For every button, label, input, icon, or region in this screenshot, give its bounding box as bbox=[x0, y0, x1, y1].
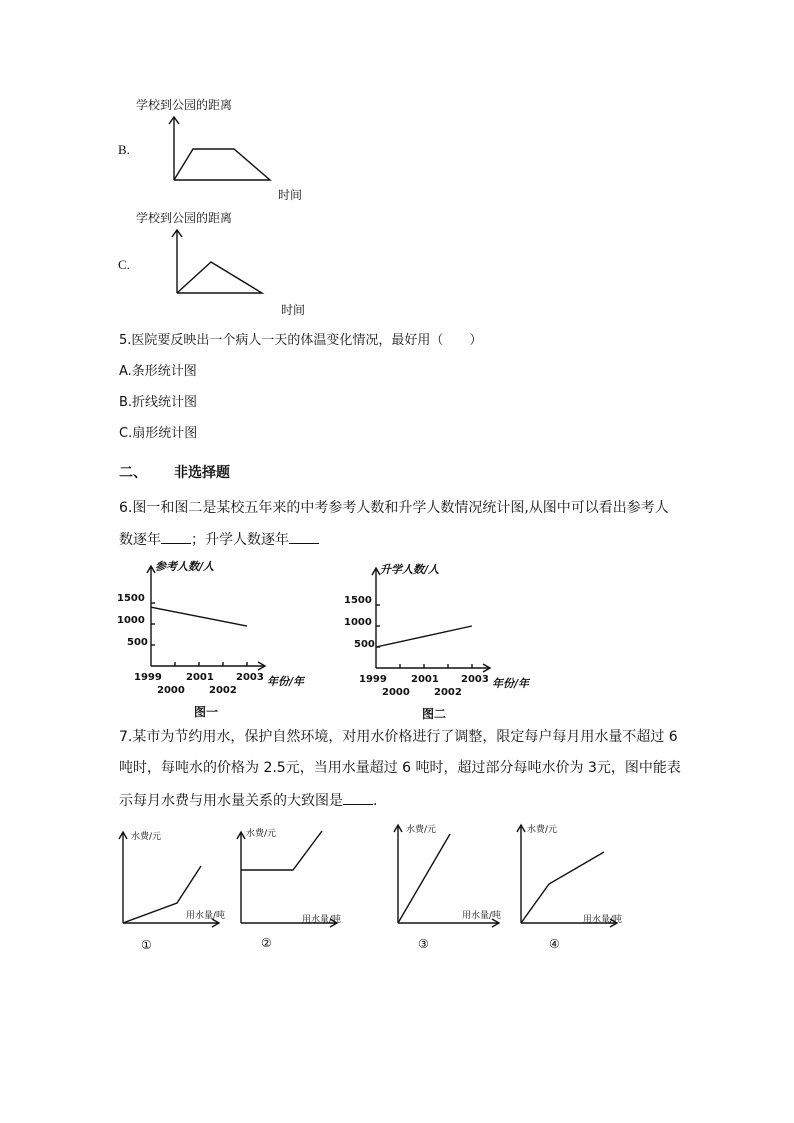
graph-c-x-label: 时间 bbox=[281, 303, 306, 317]
chart2-x-tick-2003: 2003 bbox=[461, 674, 489, 685]
q7-graph-1-x-label: 用水量/吨 bbox=[186, 911, 226, 921]
q7-graph-3-x-label: 用水量/吨 bbox=[462, 911, 502, 921]
q7-graph-4-x-label: 用水量/吨 bbox=[583, 915, 623, 925]
chart2-y-tick-1000: 1000 bbox=[344, 617, 372, 628]
chart1-x-tick-1999: 1999 bbox=[134, 672, 162, 683]
chart2-x-tick-2000: 2000 bbox=[382, 687, 410, 698]
section2-number: 二、 bbox=[119, 465, 147, 481]
chart2-x-tick-1999: 1999 bbox=[359, 674, 387, 685]
chart1-x-label: 年份/年 bbox=[267, 675, 305, 688]
q7-graph-2-marker: ② bbox=[261, 936, 272, 950]
chart1-x-tick-2002: 2002 bbox=[209, 685, 237, 696]
q7-graph-3-marker: ③ bbox=[418, 937, 429, 951]
option-b-letter: B. bbox=[118, 142, 130, 157]
q7-graph-2-x-label: 用水量/吨 bbox=[302, 915, 342, 925]
q7-graph-4-y-label: 水费/元 bbox=[527, 825, 558, 835]
chart2-caption: 图二 bbox=[422, 707, 447, 721]
q5-option-a: A.条形统计图 bbox=[119, 364, 197, 379]
graph-b-y-label: 学校到公园的距离 bbox=[136, 98, 233, 112]
q5-option-b: B.折线统计图 bbox=[119, 395, 198, 410]
option-c-letter: C. bbox=[118, 257, 130, 272]
q6-line2-a: 数逐年 bbox=[119, 532, 161, 548]
chart2-x-tick-2001: 2001 bbox=[411, 674, 439, 685]
q7-graph-2-y-label: 水费/元 bbox=[246, 829, 277, 839]
chart1-caption: 图一 bbox=[194, 705, 219, 719]
q7-graph-1-y-label: 水费/元 bbox=[131, 832, 162, 842]
q7-line3-a: 示每月水费与用水量关系的大致图是 bbox=[119, 793, 343, 809]
chart1-y-tick-1500: 1500 bbox=[117, 593, 145, 604]
chart2-title: 升学人数/人 bbox=[380, 563, 440, 576]
chart2-y-tick-1500: 1500 bbox=[344, 595, 372, 606]
q7-line3-b: . bbox=[373, 793, 378, 809]
q7-line1: 7.某市为节约用水，保护自然环境，对用水价格进行了调整，限定每户每月用水量不超过 6 bbox=[119, 729, 678, 745]
chart2-x-label: 年份/年 bbox=[492, 677, 530, 690]
graph-b-x-label: 时间 bbox=[278, 188, 303, 202]
chart1-y-tick-1000: 1000 bbox=[117, 615, 145, 626]
section2-title: 非选择题 bbox=[174, 465, 230, 481]
chart2-y-tick-500: 500 bbox=[354, 639, 375, 650]
chart1-x-tick-2001: 2001 bbox=[186, 672, 214, 683]
q6-line1: 6.图一和图二是某校五年来的中考参考人数和升学人数情况统计图,从图中可以看出参考人 bbox=[119, 500, 669, 516]
q6-line2-b: ；升学人数逐年 bbox=[191, 532, 289, 548]
chart1-x-tick-2003: 2003 bbox=[236, 672, 264, 683]
q5-question: 5.医院要反映出一个病人一天的体温变化情况，最好用（ ） bbox=[119, 333, 483, 348]
chart2-x-tick-2002: 2002 bbox=[434, 687, 462, 698]
chart1-x-tick-2000: 2000 bbox=[157, 685, 185, 696]
q5-option-c: C.扇形统计图 bbox=[119, 426, 198, 441]
q7-graph-1-marker: ① bbox=[141, 938, 152, 952]
chart1-y-tick-500: 500 bbox=[127, 637, 148, 648]
q7-graph-3-y-label: 水费/元 bbox=[406, 825, 437, 835]
q7-line2: 吨时，每吨水的价格为 2.5元，当用水量超过 6 吨时，超过部分每吨水价为 3元，图中能表 bbox=[119, 760, 681, 776]
graph-c-y-label: 学校到公园的距离 bbox=[136, 211, 233, 225]
q7-graph-3-path bbox=[398, 834, 450, 923]
chart1-title: 参考人数/人 bbox=[155, 560, 215, 573]
q7-graph-4-marker: ④ bbox=[549, 937, 560, 951]
